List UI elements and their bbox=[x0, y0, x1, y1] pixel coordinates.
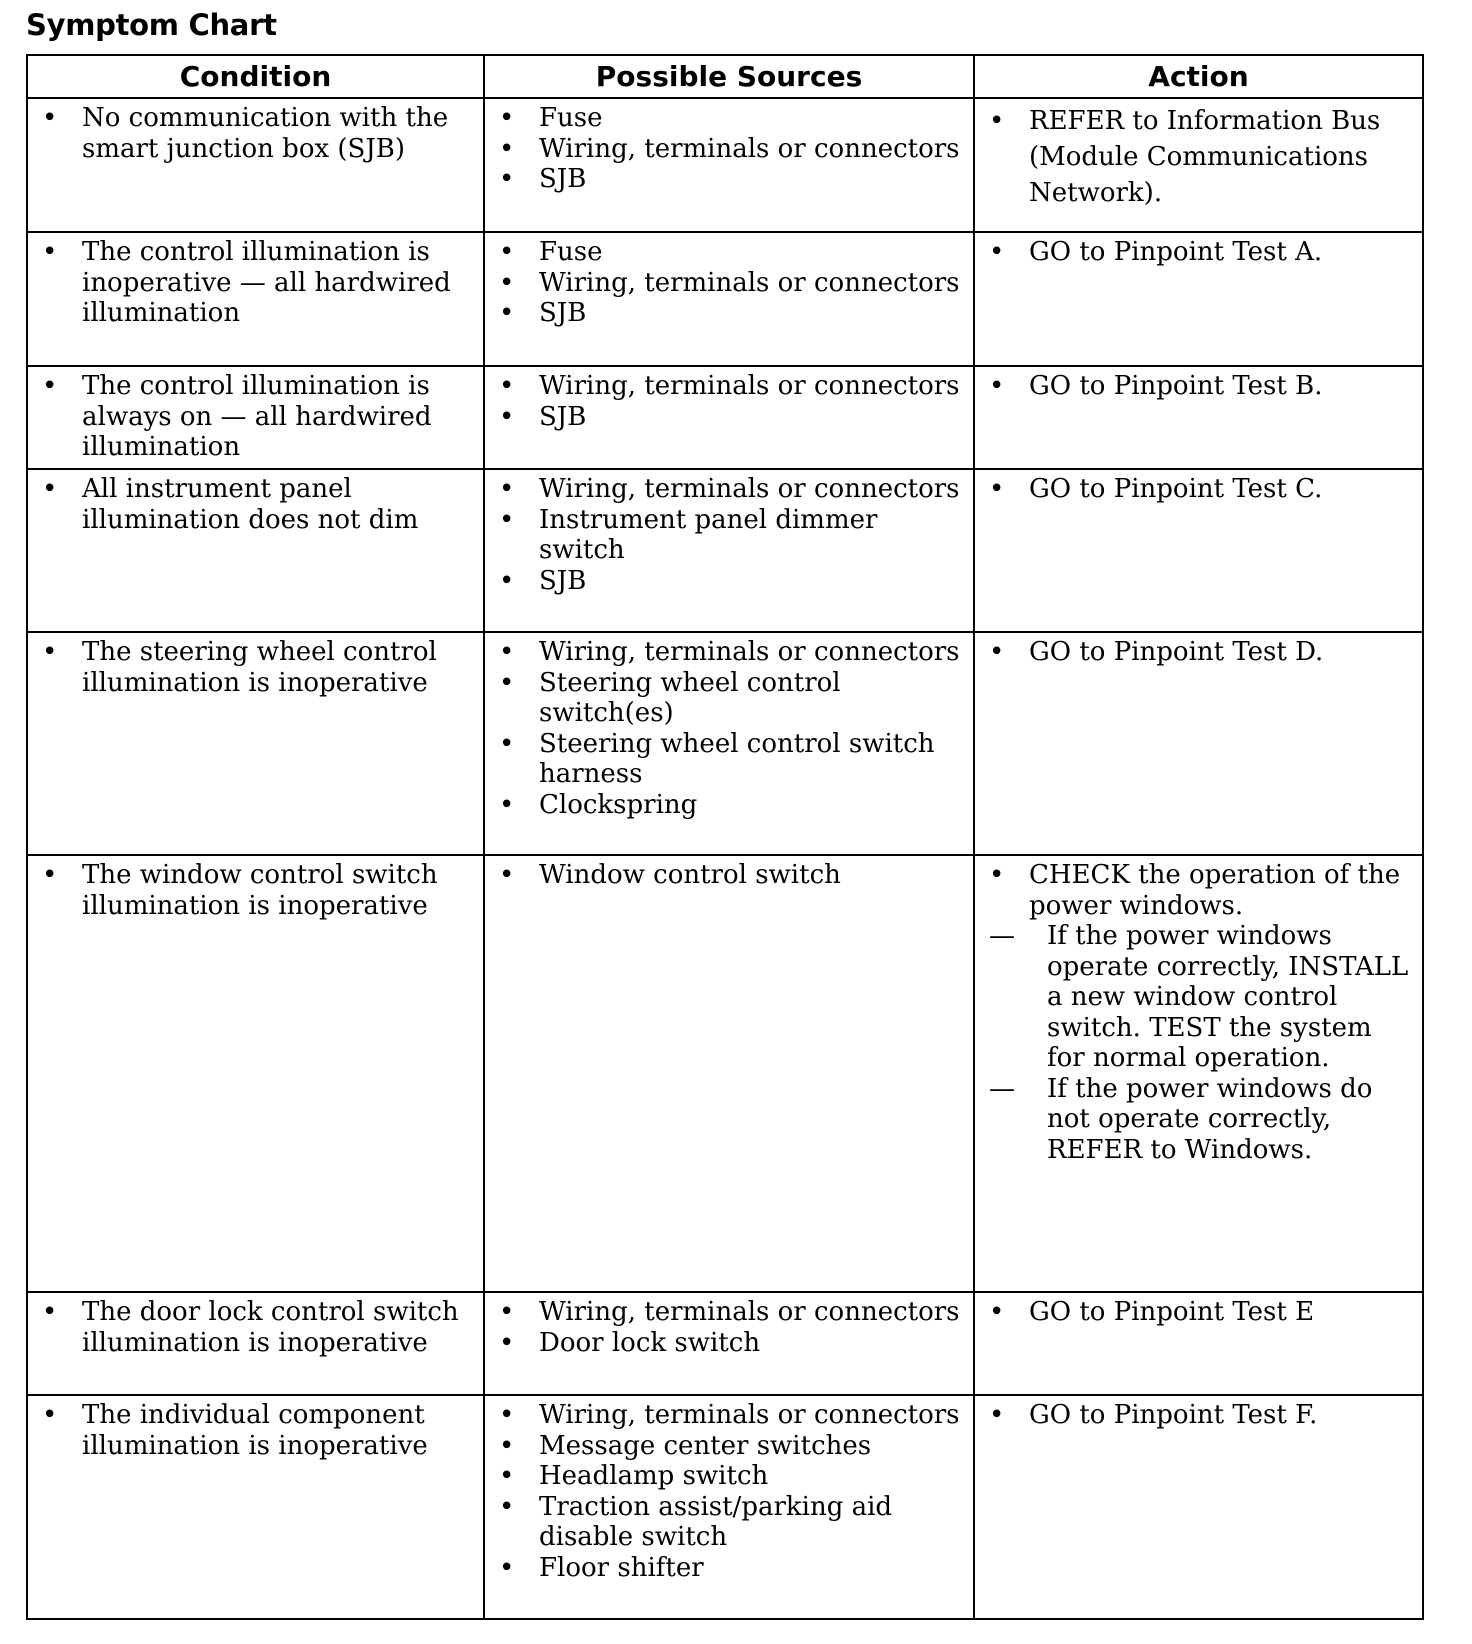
table-header-row bbox=[27, 55, 1423, 98]
sources-cell bbox=[484, 1395, 974, 1619]
action-cell bbox=[974, 232, 1423, 366]
column-header-condition: Condition bbox=[27, 55, 484, 98]
column-header-action: Action bbox=[974, 55, 1423, 98]
table-row bbox=[27, 469, 1423, 632]
condition-cell bbox=[27, 98, 484, 232]
sub-action-item: — If the power windows do not operate correctly, REFER to Windows. bbox=[985, 1074, 1414, 1166]
condition-text: • All instrument panel illumination does not dim bbox=[38, 474, 475, 535]
action-cell bbox=[974, 98, 1423, 232]
sources-cell bbox=[484, 232, 974, 366]
source-item: • Door lock switch bbox=[495, 1328, 965, 1359]
source-item: • SJB bbox=[495, 566, 965, 597]
condition-text: • The window control switch illumination is inoperative bbox=[38, 860, 475, 921]
source-item: • Wiring, terminals or connectors bbox=[495, 1297, 965, 1328]
action-text: • GO to Pinpoint Test E bbox=[985, 1297, 1414, 1328]
condition-text: • The control illumination is inoperative — all hardwired illumination bbox=[38, 237, 475, 329]
table-row bbox=[27, 1292, 1423, 1395]
source-item: • Steering wheel control switch(es) bbox=[495, 668, 965, 729]
condition-cell bbox=[27, 1292, 484, 1395]
source-item: • Message center switches bbox=[495, 1431, 965, 1462]
condition-cell bbox=[27, 469, 484, 632]
condition-text: • The individual component illumination is inoperative bbox=[38, 1400, 475, 1461]
column-header-possible-sources: Possible Sources bbox=[484, 55, 974, 98]
source-item: • Wiring, terminals or connectors bbox=[495, 1400, 965, 1431]
action-text: • GO to Pinpoint Test B. bbox=[985, 371, 1414, 402]
condition-cell bbox=[27, 1395, 484, 1619]
source-item: • Wiring, terminals or connectors bbox=[495, 134, 965, 165]
condition-text: • The control illumination is always on — all hardwired illumination bbox=[38, 371, 475, 463]
source-item: • Wiring, terminals or connectors bbox=[495, 637, 965, 668]
source-item: • Wiring, terminals or connectors bbox=[495, 371, 965, 402]
source-item: • Wiring, terminals or connectors bbox=[495, 474, 965, 505]
action-text: • GO to Pinpoint Test F. bbox=[985, 1400, 1414, 1431]
action-text: • GO to Pinpoint Test A. bbox=[985, 237, 1414, 268]
action-cell bbox=[974, 1292, 1423, 1395]
condition-text: • No communication with the smart junction box (SJB) bbox=[38, 103, 475, 164]
table-row bbox=[27, 1395, 1423, 1619]
action-cell bbox=[974, 366, 1423, 469]
source-item: • SJB bbox=[495, 402, 965, 433]
condition-cell bbox=[27, 632, 484, 855]
source-item: • Fuse bbox=[495, 103, 965, 134]
sources-cell bbox=[484, 366, 974, 469]
action-cell bbox=[974, 469, 1423, 632]
condition-text: • The steering wheel control illumination is inoperative bbox=[38, 637, 475, 698]
action-cell bbox=[974, 855, 1423, 1292]
table-row bbox=[27, 855, 1423, 1292]
condition-cell bbox=[27, 232, 484, 366]
sources-cell bbox=[484, 1292, 974, 1395]
source-item: • Instrument panel dimmer switch bbox=[495, 505, 965, 566]
condition-cell bbox=[27, 366, 484, 469]
table-row bbox=[27, 232, 1423, 366]
sources-cell bbox=[484, 98, 974, 232]
source-item: • Traction assist/parking aid disable switch bbox=[495, 1492, 965, 1553]
source-item: • SJB bbox=[495, 164, 965, 195]
action-text: • GO to Pinpoint Test D. bbox=[985, 637, 1414, 668]
condition-text: • The door lock control switch illumination is inoperative bbox=[38, 1297, 475, 1358]
sub-action-item: — If the power windows operate correctly, INSTALL a new window control switch. TEST the system for normal operation. bbox=[985, 921, 1414, 1074]
sources-cell bbox=[484, 469, 974, 632]
source-item: • Headlamp switch bbox=[495, 1461, 965, 1492]
page-title: Symptom Chart bbox=[26, 8, 277, 42]
source-item: • Clockspring bbox=[495, 790, 965, 821]
symptom-chart-table bbox=[26, 54, 1424, 1620]
action-text: • REFER to Information Bus (Module Communications Network). bbox=[985, 103, 1414, 211]
table-row bbox=[27, 98, 1423, 232]
action-text: CHECK the operation of the power windows. bbox=[1029, 860, 1401, 921]
sources-cell bbox=[484, 632, 974, 855]
source-item: • Window control switch bbox=[495, 860, 965, 891]
source-item: • Floor shifter bbox=[495, 1553, 965, 1584]
sources-cell bbox=[484, 855, 974, 1292]
action-cell bbox=[974, 1395, 1423, 1619]
condition-cell bbox=[27, 855, 484, 1292]
source-item: • SJB bbox=[495, 298, 965, 329]
action-text: • GO to Pinpoint Test C. bbox=[985, 474, 1414, 505]
action-cell bbox=[974, 632, 1423, 855]
table-row bbox=[27, 366, 1423, 469]
source-item: • Wiring, terminals or connectors bbox=[495, 268, 965, 299]
table-row bbox=[27, 632, 1423, 855]
source-item: • Steering wheel control switch harness bbox=[495, 729, 965, 790]
action-item bbox=[985, 860, 1414, 1165]
source-item: • Fuse bbox=[495, 237, 965, 268]
